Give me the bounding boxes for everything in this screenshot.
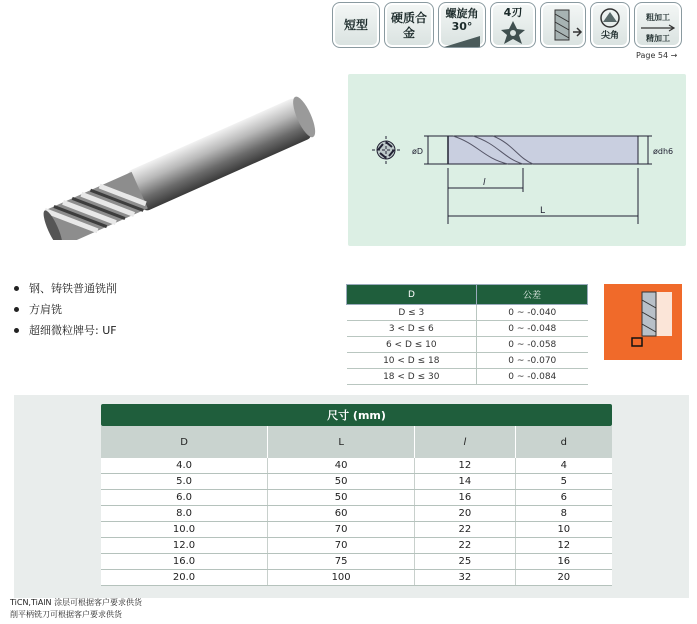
cell-D: 6.0 xyxy=(101,490,268,506)
dim-D: øD xyxy=(412,147,424,156)
cell-L: 75 xyxy=(268,553,415,569)
cell-L: 60 xyxy=(268,506,415,522)
table-row xyxy=(101,474,612,490)
badge-label: 螺旋角 xyxy=(445,7,479,20)
sharp-corner-icon xyxy=(595,6,625,30)
feature-item xyxy=(8,278,117,299)
table-row xyxy=(101,537,612,553)
cell-l: 14 xyxy=(415,474,516,490)
size-header-D: D xyxy=(101,426,268,458)
feature-text: 方肩铣 xyxy=(29,303,62,316)
end-mill-photo xyxy=(20,90,330,240)
tol-range: 3 < D ≤ 6 xyxy=(347,321,477,337)
tol-value: 0 ~ -0.058 xyxy=(477,337,588,353)
cell-D: 10.0 xyxy=(101,522,268,538)
size-header-L: L xyxy=(268,426,415,458)
badge-short-type xyxy=(332,2,380,48)
tol-value: 0 ~ -0.070 xyxy=(477,353,588,369)
tolerance-table xyxy=(346,284,588,385)
table-row xyxy=(101,569,612,585)
badge-helix-angle xyxy=(438,2,486,48)
cell-D: 5.0 xyxy=(101,474,268,490)
four-flute-icon xyxy=(498,19,528,47)
dimension-drawing xyxy=(348,74,686,246)
cell-L: 70 xyxy=(268,537,415,553)
cell-d: 16 xyxy=(515,553,612,569)
tol-range: 6 < D ≤ 10 xyxy=(347,337,477,353)
cell-d: 4 xyxy=(515,458,612,474)
cell-D: 12.0 xyxy=(101,537,268,553)
tol-range: D ≤ 3 xyxy=(347,305,477,321)
badge-four-flute xyxy=(490,2,536,48)
helix-angle-icon xyxy=(442,34,482,48)
tol-range: 10 < D ≤ 18 xyxy=(347,353,477,369)
table-row xyxy=(101,506,612,522)
cell-D: 20.0 xyxy=(101,569,268,585)
arrow-right-icon xyxy=(639,24,677,32)
cell-d: 12 xyxy=(515,537,612,553)
size-table xyxy=(101,404,612,586)
tol-value: 0 ~ -0.048 xyxy=(477,321,588,337)
page-reference: Page 54 → xyxy=(636,51,678,60)
feature-list xyxy=(8,278,117,341)
cell-d: 10 xyxy=(515,522,612,538)
cell-d: 6 xyxy=(515,490,612,506)
table-row xyxy=(101,522,612,538)
cell-l: 32 xyxy=(415,569,516,585)
table-row xyxy=(101,553,612,569)
cell-l: 22 xyxy=(415,537,516,553)
tol-value: 0 ~ -0.040 xyxy=(477,305,588,321)
bullet xyxy=(14,328,19,333)
table-row xyxy=(347,321,588,337)
cell-l: 12 xyxy=(415,458,516,474)
footnote: 削平柄铣刀可根据客户要求供货 xyxy=(10,610,122,619)
size-table-title: 尺寸 (mm) xyxy=(101,404,612,426)
badge-label: 硬质合金 xyxy=(391,11,428,40)
cell-d: 20 xyxy=(515,569,612,585)
badge-sharp-corner xyxy=(590,2,630,48)
badge-end-shape xyxy=(540,2,586,48)
cell-d: 8 xyxy=(515,506,612,522)
badge-label-2: 精加工 xyxy=(646,34,670,43)
badge-value: 30° xyxy=(451,20,473,33)
cell-L: 50 xyxy=(268,474,415,490)
dim-d: ødh6 xyxy=(653,147,674,156)
cell-L: 100 xyxy=(268,569,415,585)
dim-l: l xyxy=(483,178,486,188)
feature-text: 超细微粒牌号: UF xyxy=(29,324,117,337)
tol-header-tolerance: 公差 xyxy=(477,285,588,305)
cell-l: 22 xyxy=(415,522,516,538)
feature-item xyxy=(8,299,117,320)
bullet xyxy=(14,307,19,312)
tol-header-d: D xyxy=(347,285,477,305)
cell-l: 16 xyxy=(415,490,516,506)
badge-label: 短型 xyxy=(343,18,368,32)
table-row xyxy=(347,337,588,353)
cell-l: 20 xyxy=(415,506,516,522)
bullet xyxy=(14,286,19,291)
badge-machining xyxy=(634,2,682,48)
size-header-l: l xyxy=(415,426,516,458)
cell-d: 5 xyxy=(515,474,612,490)
table-row xyxy=(101,458,612,474)
badge-carbide xyxy=(384,2,434,48)
cell-l: 25 xyxy=(415,553,516,569)
badge-label: 4刃 xyxy=(503,6,523,19)
badge-label: 尖角 xyxy=(600,31,619,41)
table-row xyxy=(347,369,588,385)
cell-L: 70 xyxy=(268,522,415,538)
size-header-d: d xyxy=(515,426,612,458)
cell-D: 8.0 xyxy=(101,506,268,522)
end-mill-side-icon xyxy=(543,6,583,46)
table-row xyxy=(347,305,588,321)
tol-range: 18 < D ≤ 30 xyxy=(347,369,477,385)
tol-value: 0 ~ -0.084 xyxy=(477,369,588,385)
technical-drawing xyxy=(348,74,686,246)
shoulder-milling-figure xyxy=(604,284,682,360)
table-row xyxy=(101,490,612,506)
feature-text: 钢、铸铁普通铣削 xyxy=(29,282,117,295)
table-row xyxy=(347,353,588,369)
footnotes xyxy=(10,597,142,621)
cell-L: 40 xyxy=(268,458,415,474)
feature-item xyxy=(8,320,117,341)
cell-D: 16.0 xyxy=(101,553,268,569)
cell-D: 4.0 xyxy=(101,458,268,474)
badge-label: 粗加工 xyxy=(646,13,670,22)
dim-L: L xyxy=(540,206,546,216)
footnote: TiCN,TiAlN 涂层可根据客户要求供货 xyxy=(10,598,143,607)
cell-L: 50 xyxy=(268,490,415,506)
